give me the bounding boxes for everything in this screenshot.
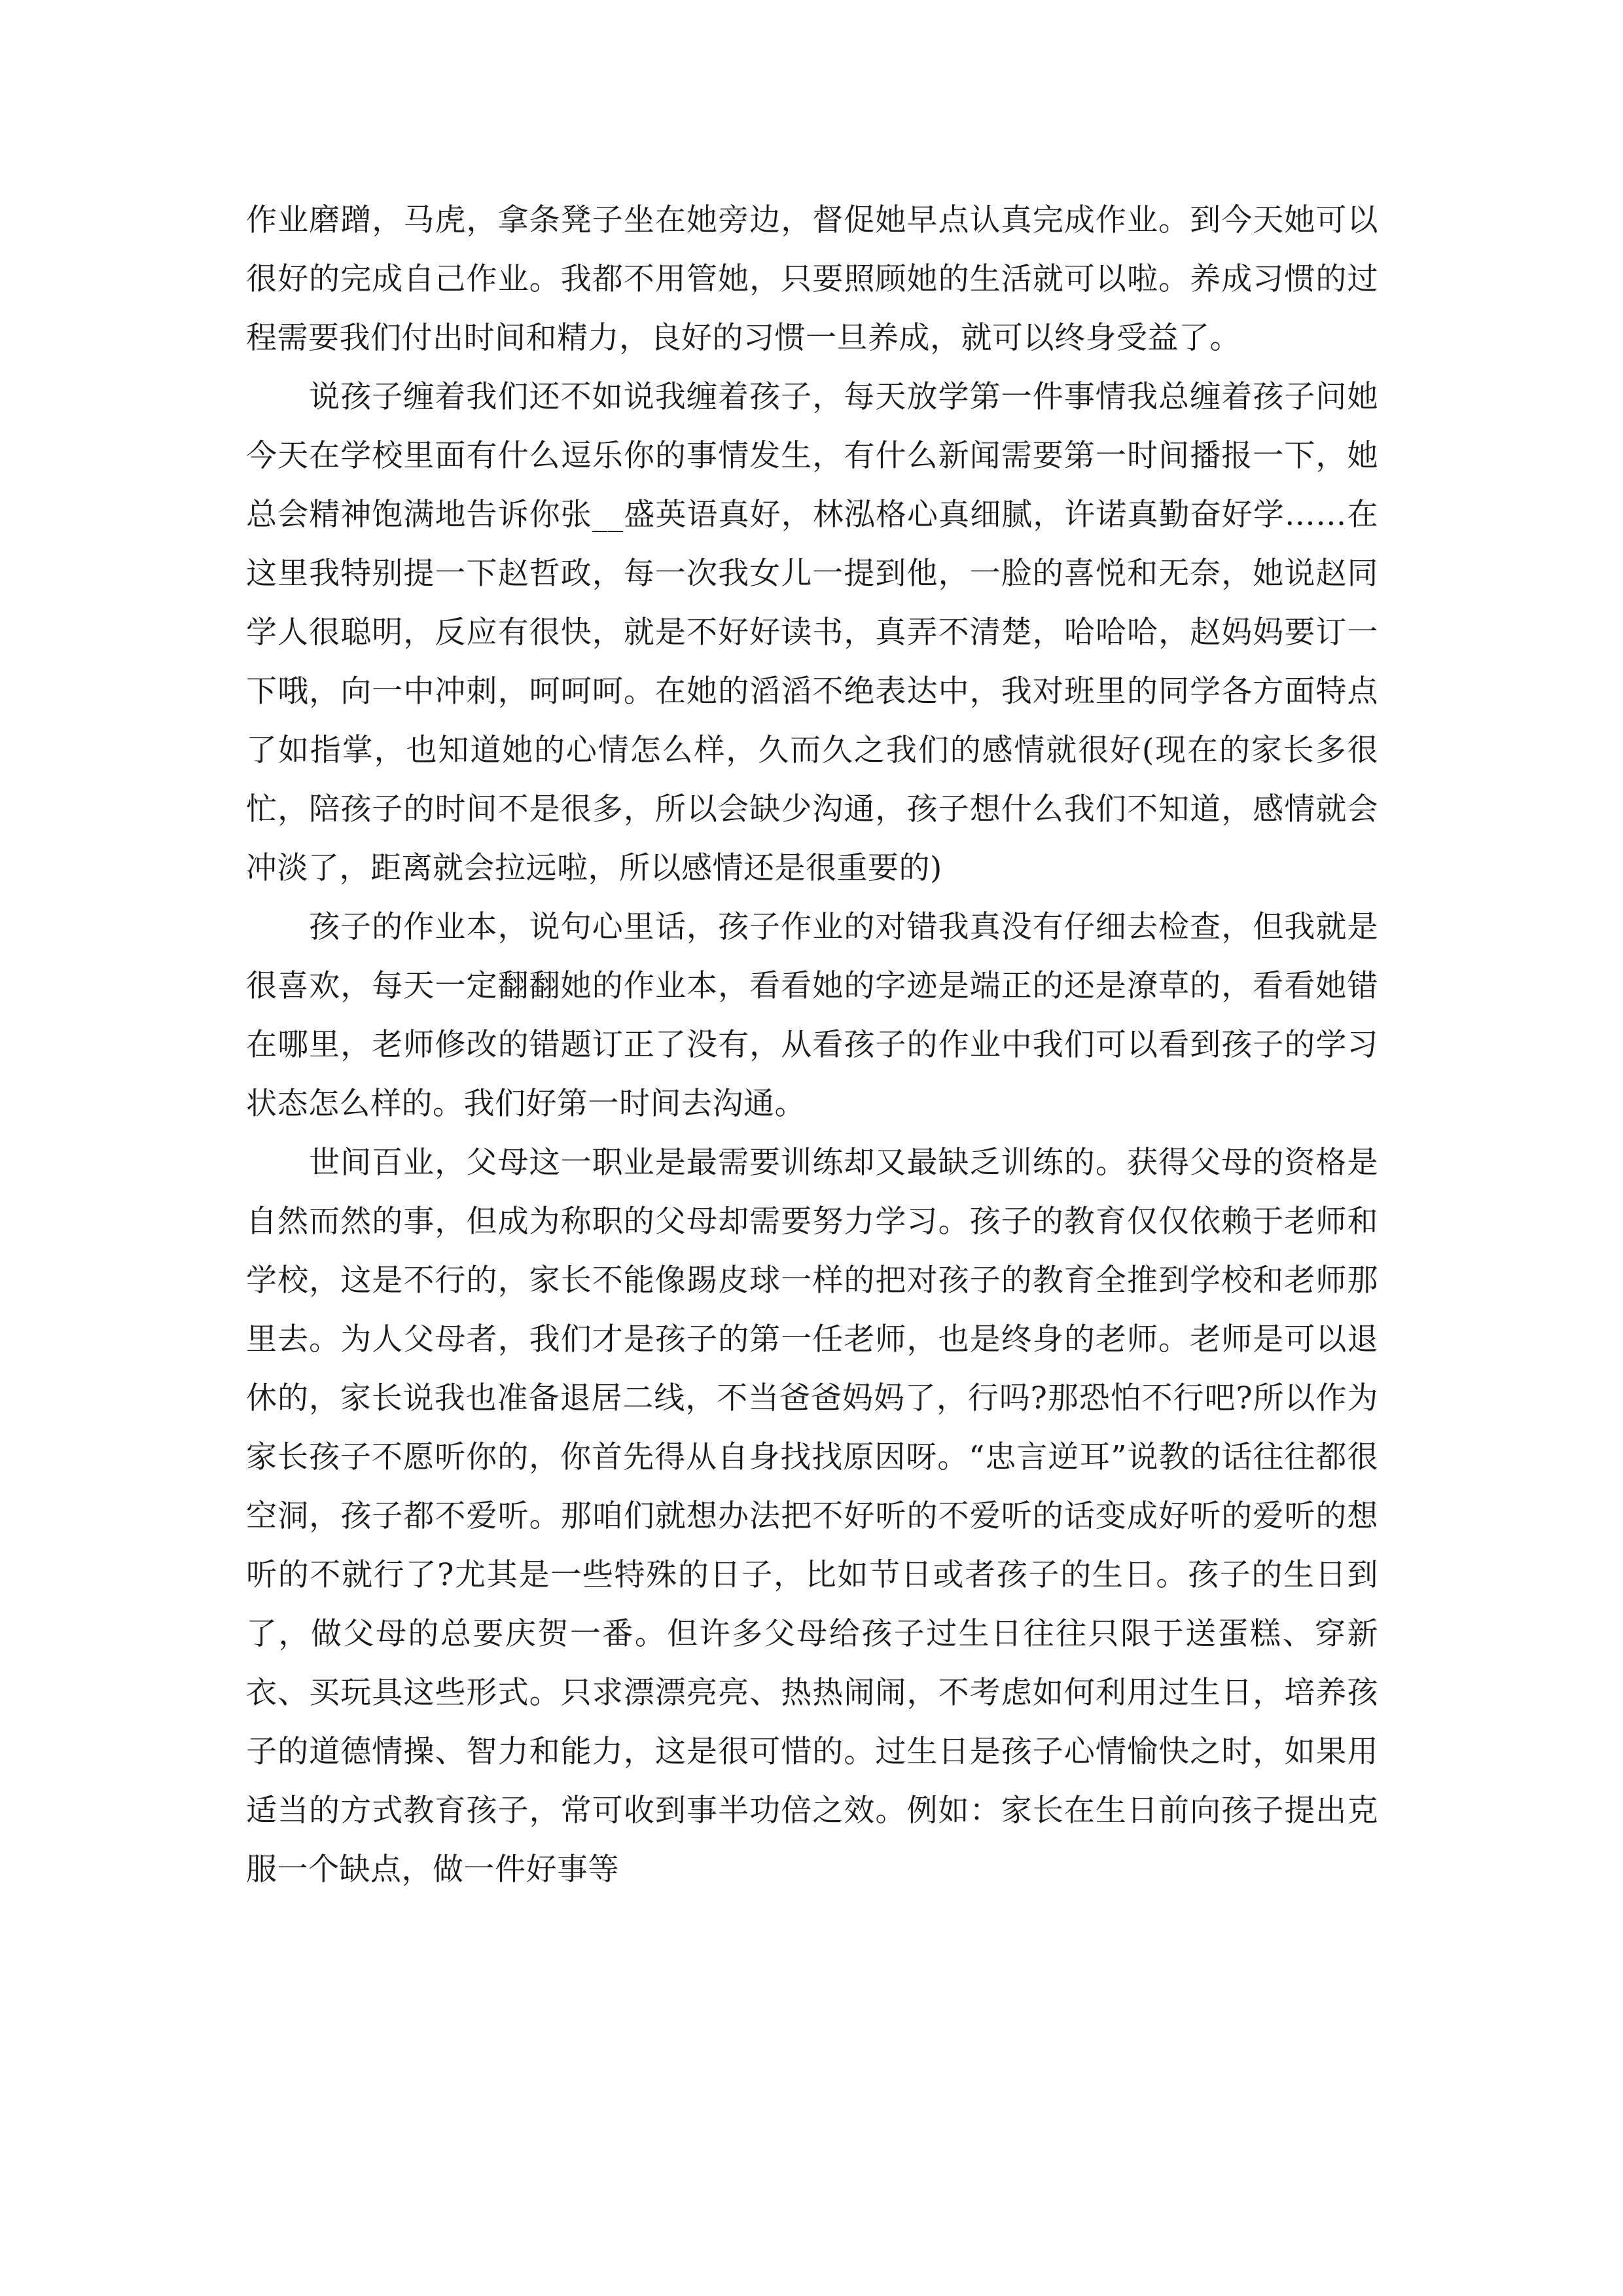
paragraph-habits: 作业磨蹭，马虎，拿条凳子坐在她旁边，督促她早点认真完成作业。到今天她可以很好的完成自己作业。我都不用管她，只要照顾她的生活就可以啦。养成习惯的过程需要我们付出时间和精力，良好的习惯一旦养成，就可以终身受益了。 (246, 202, 1378, 356)
paragraph-communication: 说孩子缠着我们还不如说我缠着孩子，每天放学第一件事情我总缠着孩子问她今天在学校里面有什么逗乐你的事情发生，有什么新闻需要第一时间播报一下，她总会精神饱满地告诉你张__盛英语真好，林泓格心真细腻，许诺真勤奋好学……在这里我特别提一下赵哲政，每一次我女儿一提到他，一脸的喜悦和无奈，她说赵同学人很聪明，反应有很快，就是不好好读书，真弄不清楚，哈哈哈，赵妈妈要订一下哦，向一中冲刺，呵呵呵。在她的滔滔不绝表达中，我对班里的同学各方面特点了如指掌，也知道她的心情怎么样，久而久之我们的感情就很好(现在的家长多很忙，陪孩子的时间不是很多，所以会缺少沟通，孩子想什么我们不知道，感情就会冲淡了，距离就会拉远啦，所以感情还是很重要的) (246, 379, 1378, 886)
document-body (246, 191, 1378, 1899)
paragraph-homework: 孩子的作业本，说句心里话，孩子作业的对错我真没有仔细去检查，但我就是很喜欢，每天一定翻翻她的作业本，看看她的字迹是端正的还是潦草的，看看她错在哪里，老师修改的错题订正了没有，从看孩子的作业中我们可以看到孩子的学习状态怎么样的。我们好第一时间去沟通。 (246, 909, 1378, 1122)
paragraph-parenting: 世间百业，父母这一职业是最需要训练却又最缺乏训练的。获得父母的资格是自然而然的事，但成为称职的父母却需要努力学习。孩子的教育仅仅依赖于老师和学校，这是不行的，家长不能像踢皮球一样的把对孩子的教育全推到学校和老师那里去。为人父母者，我们才是孩子的第一任老师，也是终身的老师。老师是可以退休的，家长说我也准备退居二线，不当爸爸妈妈了，行吗?那恐怕不行吧?所以作为家长孩子不愿听你的，你首先得从自身找找原因呀。“忠言逆耳”说教的话往往都很空洞，孩子都不爱听。那咱们就想办法把不好听的不爱听的话变成好听的爱听的想听的不就行了?尤其是一些特殊的日子，比如节日或者孩子的生日。孩子的生日到了，做父母的总要庆贺一番。但许多父母给孩子过生日往往只限于送蛋糕、穿新衣、买玩具这些形式。只求漂漂亮亮、热热闹闹，不考虑如何利用过生日，培养孩子的道德情操、智力和能力，这是很可惜的。过生日是孩子心情愉快之时，如果用适当的方式教育孩子，常可收到事半功倍之效。例如：家长在生日前向孩子提出克服一个缺点，做一件好事等 (246, 1145, 1378, 1888)
